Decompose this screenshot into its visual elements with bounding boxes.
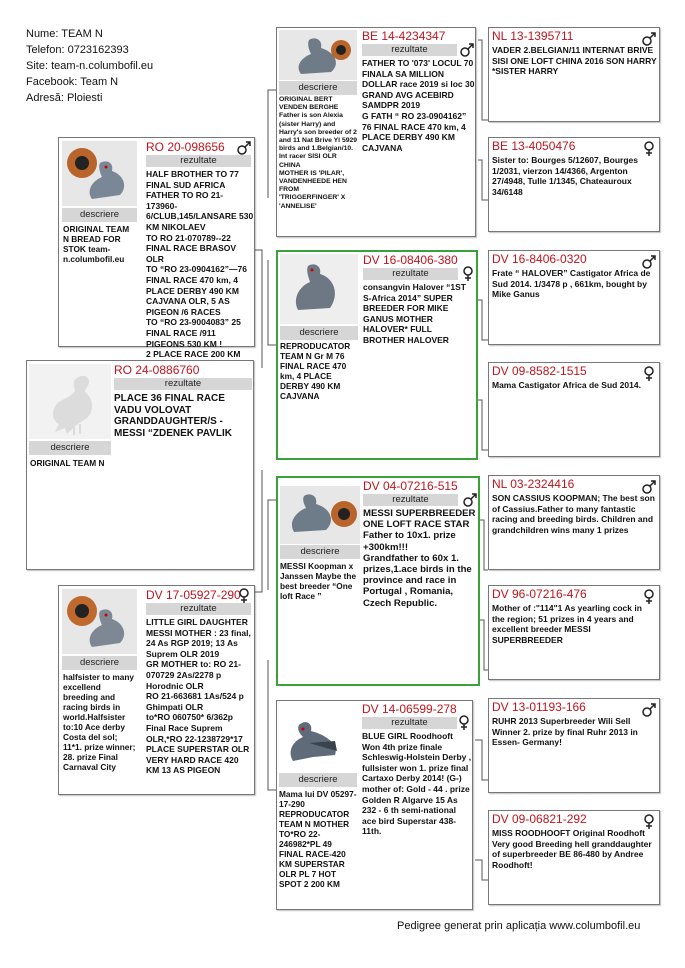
gen4-card[interactable] xyxy=(488,475,660,570)
gen4-card[interactable] xyxy=(488,27,660,122)
results-label: rezultate xyxy=(362,717,457,729)
breeder-name: Nume: TEAM N xyxy=(26,28,103,40)
gen4-ring-number: NL 03-2324416 xyxy=(492,477,575,491)
dam-dam-description: Mama lui DV 05297-17-290 REPRODUCATOR TEAM N MOTHER TO*RO 22-246982*PL 49 FINAL RACE-420 KM SUPERSTAR OLR PL 7 HOT SPOT 2 200 KM xyxy=(279,789,357,889)
gen4-text: Mother of :"114"1 As yearling cock in the region; 51 prizes in 4 years and excellent breeder MESSI SUPERBREEDER xyxy=(492,603,642,645)
gen4-text: RUHR 2013 Superbreeder Wili Sell Winner 2. prize by final Ruhr 2013 in Essen- Germany! xyxy=(492,716,638,748)
pigeon-photo xyxy=(62,141,137,206)
sire-description: ORIGINAL TEAM N BREAD FOR STOK team-n.columbofil.eu xyxy=(63,224,130,264)
sire-pigeon-card[interactable] xyxy=(58,137,255,360)
dam-description: halfsister to many excellend breeding and racing birds in world.Halfsister to:10 Ace derby Costa del sol; 11*1. prize winner; 28. prize Final Carnaval City xyxy=(63,672,136,772)
sire-results: HALF BROTHER TO 77 FINAL SUD AFRICA FATHER TO RO 21-173960-6/CLUB,145/LANSARE 530 KM NIKOLAEV TO RO 21-070789--22 FINAL RACE BRASOV OLR TO “RO 23-0904162”—76 FINAL RACE 470 km, 4 PLACE DERBY 490 KM CAJVANA OLR, 5 AS PIGEON /6 RACES TO “RO 23-9004083” 25 FINAL RACE /911 PIGEONS 530 KM ! 2 PLACE RACE 200 KM xyxy=(146,169,254,360)
sire-sire-results: FATHER TO '073' LOCUL 70 FINALA SA MILLION DOLLAR race 2019 si loc 30 GRAND AVG ACEBIRD SAMDPR 2019 G FATH “ RO 23-0904162” 76 FINAL RACE 470 km, 4 PLACE DERBY 490 KM CAJVANA xyxy=(362,58,475,153)
pigeon-photo xyxy=(279,30,357,80)
footer-credit: Pedigree generat prin aplicația www.columbofil.eu xyxy=(397,920,641,932)
gen4-text: SON CASSIUS KOOPMAN; The best son of Cassius.Father to many fantastic racing and breeding birds. Children and grandchildren wins many 1 prizes xyxy=(492,493,655,535)
dam-sire-description: MESSI Koopman x Janssen Maybe the best breeder “One loft Race ” xyxy=(280,561,357,601)
description-label: descriere xyxy=(279,81,357,95)
gen4-text: MISS ROODHOOFT Original Roodhoft Very good Breeding hell granddaughter of superbreeder BE 86-480 by Andree Roodhoft! xyxy=(492,828,652,870)
sire-dam-pigeon-card[interactable] xyxy=(276,250,478,460)
dam-sire-pigeon-card[interactable] xyxy=(276,476,480,686)
subject-results: PLACE 36 FINAL RACE VADU VOLOVAT GRANDDAUGHTER/S -MESSI “ZDENEK PAVLIK xyxy=(114,393,232,439)
dam-ring-number: DV 17-05927-290 xyxy=(146,588,241,602)
pigeon-photo xyxy=(279,711,357,771)
sire-ring-number: RO 20-098656 xyxy=(146,140,225,154)
description-label: descriere xyxy=(62,656,137,670)
sire-sire-pigeon-card[interactable] xyxy=(276,27,476,237)
breeder-phone: Telefon: 0723162393 xyxy=(26,44,129,56)
dam-dam-pigeon-card[interactable] xyxy=(276,700,473,910)
subject-pigeon-card[interactable] xyxy=(26,360,254,570)
gen4-ring-number: NL 13-1395711 xyxy=(492,29,574,43)
breeder-address: Adresă: Ploiesti xyxy=(26,92,103,104)
gen4-ring-number: DV 09-06821-292 xyxy=(492,812,587,826)
pigeon-photo xyxy=(280,486,360,544)
sire-sire-description: ORIGINAL BERT VENDEN BERGHE Father is son Alexia (sister Harry) and Harry's son breeder of 2 and 11 Nat Brive Yl 5929 birds and 1.Belgian/10. Int racer SISI OLR CHINA MOTHER IS 'PILAR', VANDENHEEDE HEN FROM 'TRIGGERFINGER' X 'ANNELISE' xyxy=(279,96,358,210)
dam-sire-results: MESSI SUPERBREEDER ONE LOFT RACE STAR Father to 10x1. prize +300km!!! Grandfather to 60x 1. prizes,1.ace birds in the province and race in Portugal , Romania, Czech Republic. xyxy=(363,508,476,609)
dam-pigeon-card[interactable] xyxy=(58,585,255,795)
pigeon-silhouette-photo xyxy=(29,364,111,439)
description-label: descriere xyxy=(29,441,111,455)
dam-sire-ring-number: DV 04-07216-515 xyxy=(363,479,458,493)
gen4-card[interactable] xyxy=(488,810,660,905)
sire-dam-description: REPRODUCATOR TEAM N Gr M 76 FINAL RACE 470 km, 4 PLACE DERBY 490 KM CAJVANA xyxy=(280,341,351,401)
sire-dam-results: consangvin Halover “1ST S-Africa 2014” SUPER BREEDER FOR MIKE GANUS MOTHER HALOVER* FULL BROTHER HALOVER xyxy=(363,282,466,345)
gen4-ring-number: DV 13-01193-166 xyxy=(492,700,586,714)
description-label: descriere xyxy=(280,326,358,340)
gen4-text: Sister to: Bourges 5/12607, Bourges 1/2031, vierzon 14/4366, Argenton 27/4948, Tulle 1/1345, Chateauroux 34/6148 xyxy=(492,155,638,197)
results-label: rezultate xyxy=(362,44,457,56)
gen4-ring-number: DV 09-8582-1515 xyxy=(492,364,587,378)
results-label: rezultate xyxy=(146,603,251,615)
sire-sire-ring-number: BE 14-4234347 xyxy=(362,29,446,43)
subject-description: ORIGINAL TEAM N xyxy=(30,458,105,468)
description-label: descriere xyxy=(279,773,357,787)
results-label: rezultate xyxy=(363,494,458,506)
gen4-card[interactable] xyxy=(488,698,660,793)
gen4-ring-number: DV 16-8406-0320 xyxy=(492,252,587,266)
gen4-card[interactable] xyxy=(488,250,660,345)
gen4-card[interactable] xyxy=(488,362,660,457)
gen4-text: Frate “ HALOVER” Castigator Africa de Sud 2014. 1/3478 p , 661km, bought by Mike Ganus xyxy=(492,268,651,300)
sire-dam-ring-number: DV 16-08406-380 xyxy=(363,253,458,267)
results-label: rezultate xyxy=(146,155,251,167)
description-label: descriere xyxy=(280,545,360,559)
breeder-contact-info xyxy=(26,26,153,106)
gen4-text: VADER 2.BELGIAN/11 INTERNAT BRIVE SISI ONE LOFT CHINA 2016 SON HARRY *SISTER HARRY xyxy=(492,45,657,77)
gen4-card[interactable] xyxy=(488,137,660,232)
gen4-ring-number: BE 13-4050476 xyxy=(492,139,576,153)
subject-ring-number: RO 24-0886760 xyxy=(114,363,200,377)
results-label: rezultate xyxy=(114,378,252,390)
dam-dam-results: BLUE GIRL Roodhooft Won 4th prize finale Schleswig-Holstein Derby , fullsister won 1. prize final Cartaxo Derby 2014! (G-) mother of: Gold - 44 . prize Golden R Algarve 15 As 232 - 6 th semi-national ace bird Superstar 438-11th. xyxy=(362,731,472,837)
breeder-site[interactable]: Site: team-n.columbofil.eu xyxy=(26,60,154,72)
dam-dam-ring-number: DV 14-06599-278 xyxy=(362,702,457,716)
pigeon-photo xyxy=(280,254,358,324)
results-label: rezultate xyxy=(363,268,458,280)
gen4-text: Mama Castigator Africa de Sud 2014. xyxy=(492,380,641,390)
gen4-ring-number: DV 96-07216-476 xyxy=(492,587,587,601)
description-label: descriere xyxy=(62,208,137,222)
dam-results: LITTLE GIRL DAUGHTER MESSI MOTHER : 23 final, 24 As RGP 2019; 13 As Suprem OLR 2019 GR MOTHER to: RO 21-070729 2As/2278 p Horodnic OLR RO 21-663681 1As/524 p Ghimpati OLR to*RO 060750* 6/362p Final Race Suprem OLR,*RO 22-1238729*17 PLACE SUPERSTAR OLR VERY HARD RACE 420 KM 13 AS PIGEON xyxy=(146,617,251,776)
gen4-card[interactable] xyxy=(488,585,660,680)
breeder-facebook: Facebook: Team N xyxy=(26,76,119,88)
pigeon-photo xyxy=(62,589,137,654)
